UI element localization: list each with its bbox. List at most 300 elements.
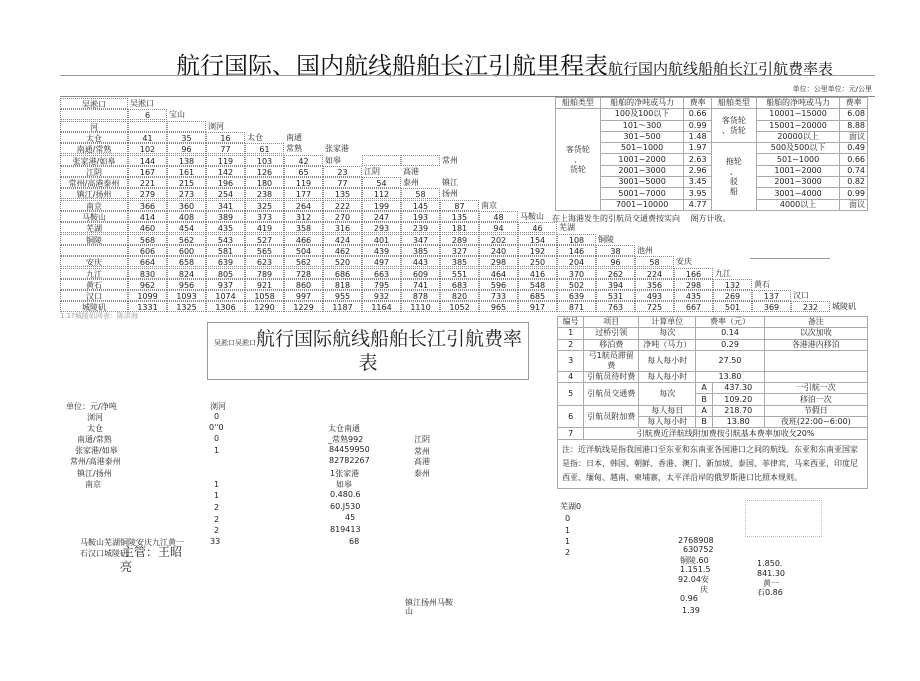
distance-cell: 41	[128, 132, 167, 143]
row-label: 马鞍山	[60, 211, 128, 222]
distance-cell: 435	[206, 222, 245, 233]
distance-cell: 581	[206, 245, 245, 256]
station-label: 镇江	[442, 178, 458, 188]
distance-cell: 65	[284, 166, 323, 177]
distance-cell: 565	[245, 245, 284, 256]
station-label: 安庆	[676, 257, 692, 267]
distance-cell: 548	[518, 279, 557, 290]
distance-cell: 192	[518, 245, 557, 256]
rate-cell: 3.95	[684, 188, 712, 199]
distance-cell: 145	[401, 200, 440, 211]
tonnage-cell: 2001~3000	[600, 165, 684, 176]
row-label: 安庆	[60, 256, 128, 267]
station-label: 江阴	[364, 166, 380, 176]
loose-text: 庆	[700, 585, 708, 594]
distance-cell: 312	[284, 211, 323, 222]
footer-credit: 1.1?城陵矶网表：陈洪海	[60, 312, 138, 320]
distance-cell: 180	[245, 177, 284, 188]
row-label: 江阴	[60, 166, 128, 177]
tonnage-cell: 301~500	[600, 131, 684, 142]
distance-cell: 562	[167, 234, 206, 245]
tonnage-cell: 5001~7000	[600, 188, 684, 199]
cell: 弓1航员滞留费	[584, 350, 639, 371]
loose-text: 1	[565, 526, 571, 535]
table-row	[558, 383, 868, 394]
distance-cell: 504	[284, 245, 323, 256]
distance-cell: 96	[596, 256, 635, 267]
distance-cell: 741	[401, 279, 440, 290]
header-cell: 费率	[840, 98, 868, 109]
cell: 每人每日	[639, 405, 696, 416]
distance-cell: 87	[440, 200, 479, 211]
distance-cell: 686	[323, 268, 362, 279]
distance-cell: 1052	[440, 301, 479, 312]
distance-cell: 42	[284, 155, 323, 166]
distance-cell: 77	[323, 177, 362, 188]
distance-cell: 298	[479, 256, 518, 267]
distance-cell: 177	[284, 188, 323, 199]
distance-cell: 341	[206, 200, 245, 211]
distance-cell: 119	[206, 155, 245, 166]
station-label: 浏河	[208, 121, 224, 131]
distance-cell: 805	[206, 268, 245, 279]
loose-text: 33	[210, 537, 221, 546]
ship-type-cell: 客货轮 、 货轮	[556, 109, 601, 211]
rate-cell: 面议	[840, 131, 868, 142]
cell: 引航员附加费	[584, 405, 639, 428]
tonnage-cell: 4000以上	[756, 199, 840, 210]
rate-cell: 面议	[840, 199, 868, 210]
distance-cell: 23	[323, 166, 362, 177]
distance-cell: 1331	[128, 301, 167, 312]
loose-text: 常州/高港泰州	[70, 457, 121, 466]
distance-cell: 462	[323, 245, 362, 256]
loose-text: 1.39	[682, 606, 700, 615]
table-row	[556, 109, 868, 120]
distance-cell: 1074	[206, 290, 245, 301]
loose-text: 主管：王昭	[122, 545, 183, 559]
loose-text: 镇江/扬州	[77, 469, 112, 478]
row-label: 张家港/如皋	[60, 155, 128, 166]
distance-cell: 663	[362, 268, 401, 279]
row-label: 芜湖	[60, 222, 128, 233]
station-label: 芜湖	[559, 223, 575, 233]
loose-text: 1.151.5	[680, 565, 711, 574]
row-label: 铜陵	[60, 234, 128, 245]
header-cell: 船舶的净吨或马力	[756, 98, 840, 109]
row-label: 吴淞口	[60, 98, 128, 109]
distance-cell: 1325	[167, 301, 206, 312]
rate-cell: 1.48	[684, 131, 712, 142]
loose-text: 芜湖0	[560, 502, 582, 511]
loose-text: 1	[214, 446, 220, 455]
header-no: 编号	[558, 317, 584, 328]
cell: A	[696, 405, 712, 416]
distance-cell: 135	[440, 211, 479, 222]
loose-text: 0	[214, 412, 220, 421]
cell: A	[696, 383, 712, 394]
distance-cell: 108	[557, 234, 596, 245]
distance-cell: 1058	[245, 290, 284, 301]
cell: 5	[558, 383, 584, 406]
distance-cell: 1229	[284, 301, 323, 312]
loose-text: 45	[345, 513, 356, 522]
loose-text: 2768908	[678, 536, 714, 545]
loose-text: 2	[214, 515, 220, 524]
cell: 6	[558, 405, 584, 428]
distance-cell: 932	[362, 290, 401, 301]
station-label: 黄石	[754, 279, 770, 289]
loose-text: 0.480.6	[330, 490, 361, 499]
distance-cell: 239	[401, 222, 440, 233]
station-label: 汉口	[793, 291, 809, 301]
distance-cell: 955	[323, 290, 362, 301]
distance-cell: 685	[518, 290, 557, 301]
header-rate: 费率（元）	[696, 317, 764, 328]
distance-cell: 254	[206, 188, 245, 199]
distance-cell: 112	[362, 188, 401, 199]
distance-cell: 818	[323, 279, 362, 290]
distance-cell: 222	[323, 200, 362, 211]
rate-cell: 2.63	[684, 154, 712, 165]
rate-cell: 0.66	[840, 154, 868, 165]
distance-cell: 126	[245, 166, 284, 177]
distance-cell: 419	[245, 222, 284, 233]
distance-cell: 273	[167, 188, 206, 199]
distance-cell: 414	[128, 211, 167, 222]
station-label: 扬州	[442, 189, 458, 199]
distance-cell: 789	[245, 268, 284, 279]
tonnage-cell: 1001~2000	[600, 154, 684, 165]
loose-text: 泰州	[414, 469, 430, 478]
distance-cell: 166	[674, 268, 713, 279]
distance-cell: 435	[674, 290, 713, 301]
table-note-row	[558, 439, 868, 488]
distance-cell: 623	[245, 256, 284, 267]
loose-text: 浏河	[210, 402, 226, 411]
table-header-row	[558, 317, 868, 328]
rate-cell: 2.96	[684, 165, 712, 176]
distance-cell: 860	[284, 279, 323, 290]
distance-cell: 1306	[206, 301, 245, 312]
table-note: 注：近洋航线是指我国港口至东亚和东南亚各国港口之间的航线。东亚和东南亚国家是指：日本，韩国、朝鲜、香港、澳门、新加坡、泰国、菲律宾，马来西亚，印度尼西亚、缅甸、越南、柬埔寨，太平洋沿岸的俄罗斯港口比照本规则。	[558, 439, 868, 488]
distance-cell: 1290	[245, 301, 284, 312]
distance-cell: 293	[362, 222, 401, 233]
loose-text: 60.J530	[330, 502, 361, 511]
distance-cell: 664	[128, 256, 167, 267]
loose-text: 2	[214, 526, 220, 535]
distance-cell: 38	[596, 245, 635, 256]
loose-text: 镇江扬州马鞍	[405, 598, 453, 607]
distance-cell: 460	[128, 222, 167, 233]
loose-text: 石0.86	[757, 588, 783, 597]
distance-cell: 562	[284, 256, 323, 267]
row-label	[60, 109, 128, 120]
distance-cell: 356	[635, 279, 674, 290]
tonnage-cell: 3001~4000	[756, 188, 840, 199]
distance-cell: 543	[206, 234, 245, 245]
station-label: 常熟	[286, 144, 302, 154]
tonnage-cell: 501~1000	[600, 143, 684, 154]
cell: 1	[558, 328, 584, 339]
intl-fee-title-box	[207, 322, 529, 380]
distance-cell: 132	[713, 279, 752, 290]
table-row	[558, 371, 868, 382]
station-label: 南通	[286, 132, 302, 142]
cell: 13.80	[696, 371, 764, 382]
distance-cell: 527	[245, 234, 284, 245]
distance-cell: 501	[713, 301, 752, 312]
distance-cell: 215	[167, 177, 206, 188]
distance-cell: 289	[440, 234, 479, 245]
distance-cell: 247	[362, 211, 401, 222]
distance-cell: 416	[518, 268, 557, 279]
divider	[60, 75, 875, 76]
row-label	[60, 245, 128, 256]
loose-text: 马鞍山芜湖铜陵安庆九江黄一	[80, 538, 184, 547]
distance-cell: 683	[440, 279, 479, 290]
cell: 437.30	[712, 383, 764, 394]
loose-text: 92.04安	[678, 575, 709, 584]
station-label: 城陵矶	[832, 302, 856, 312]
unit-label: 单位：公里单位：元/公里	[792, 85, 872, 93]
cell: 2	[558, 339, 584, 350]
loose-text: 1.850.	[757, 559, 783, 568]
row-label: 镇江/扬州	[60, 188, 128, 199]
cell: 一引航一次	[764, 383, 867, 394]
distance-cell: 96	[167, 143, 206, 154]
distance-cell: 240	[479, 245, 518, 256]
rate-cell: 1.97	[684, 143, 712, 154]
distance-cell: 6	[128, 109, 167, 120]
loose-text: 2	[214, 503, 220, 512]
distance-cell: 878	[401, 290, 440, 301]
distance-cell: 520	[323, 256, 362, 267]
box-title: 航行国际航线船舶长江引航费率表	[255, 328, 522, 374]
tonnage-cell: 1001~2000	[756, 165, 840, 176]
rate-cell: 6.08	[840, 109, 868, 120]
distance-cell: 167	[128, 166, 167, 177]
distance-cell: 795	[362, 279, 401, 290]
distance-cell: 232	[791, 301, 830, 312]
distance-cell: 138	[167, 155, 206, 166]
cell: 218.70	[712, 405, 764, 416]
station-label: 太仓	[247, 132, 263, 142]
header-cell: 船舶类型	[556, 98, 601, 109]
distance-cell: 262	[596, 268, 635, 279]
distance-cell: 360	[167, 200, 206, 211]
page-title: 航行国际、国内航线船舶长江引航里程表航行国内航线船舶长江引航费率表	[176, 52, 834, 80]
cell: 109.20	[712, 394, 764, 405]
distance-cell: 1099	[128, 290, 167, 301]
loose-text: 630752	[683, 545, 714, 554]
station-label: 铜陵	[598, 234, 614, 244]
tonnage-cell: 10001~15000	[756, 109, 840, 120]
distance-cell: 1164	[362, 301, 401, 312]
divider	[750, 258, 830, 259]
distance-cell: 956	[167, 279, 206, 290]
distance-cell: 58	[635, 256, 674, 267]
header-cell: 船舶类型	[711, 98, 756, 109]
cell: 各港港内移泊	[764, 339, 867, 350]
loose-text: 82782267	[329, 456, 370, 465]
table-row	[558, 405, 868, 416]
distance-cell: 94	[479, 222, 518, 233]
cell: 4	[558, 371, 584, 382]
row-label: 常州/高港泰州	[60, 177, 128, 188]
distance-cell: 264	[284, 200, 323, 211]
cell: 过桥引领	[584, 328, 639, 339]
station-label	[362, 155, 401, 166]
tonnage-cell: 100及100以下	[600, 109, 684, 120]
distance-cell: 46	[518, 222, 557, 233]
loose-text: 2	[565, 548, 571, 557]
loose-text: 南通/常熟	[77, 435, 112, 444]
cell: 每次	[639, 383, 696, 406]
loose-text: 0	[214, 434, 220, 443]
row-label: 汉口	[60, 290, 128, 301]
distance-cell: 238	[245, 188, 284, 199]
distance-cell: 142	[206, 166, 245, 177]
loose-text: 南京	[85, 480, 101, 489]
station-label: 九江	[715, 268, 731, 278]
distance-cell: 424	[323, 234, 362, 245]
rate-cell: 8.88	[840, 120, 868, 131]
cell: 每人每小时	[639, 371, 696, 382]
cell	[764, 371, 867, 382]
loose-text: 0	[565, 514, 571, 523]
table-row	[558, 350, 868, 371]
cell: 节假日	[764, 405, 867, 416]
cell: 夜班(22:00~6:00)	[764, 417, 867, 428]
rate-cell: 0.66	[684, 109, 712, 120]
loose-text: 亮	[120, 560, 133, 574]
distance-cell: 606	[128, 245, 167, 256]
loose-text: 太仓南通	[328, 424, 360, 433]
tonnage-cell: 500及500以下	[756, 143, 840, 154]
loose-text: 张家港/如皋	[75, 446, 118, 455]
distance-cell: 369	[752, 301, 791, 312]
loose-text: 1	[214, 491, 220, 500]
distance-cell: 824	[167, 268, 206, 279]
distance-cell: 725	[635, 301, 674, 312]
distance-cell: 202	[479, 234, 518, 245]
rate-cell: 0.99	[840, 188, 868, 199]
row-label: 太仓	[60, 132, 128, 143]
row-label: 城陵矶	[60, 301, 128, 312]
rate-cell: 0.74	[840, 165, 868, 176]
distance-cell: 58	[401, 188, 440, 199]
loose-text: 黄一	[763, 579, 779, 588]
distance-cell: 279	[128, 188, 167, 199]
cell: 0.14	[696, 328, 764, 339]
distance-cell: 609	[401, 268, 440, 279]
cell: 移泊费	[584, 339, 639, 350]
distance-cell: 54	[362, 177, 401, 188]
rate-cell: 0.49	[840, 143, 868, 154]
distance-cell: 763	[596, 301, 635, 312]
distance-cell: 389	[206, 211, 245, 222]
distance-cell: 439	[362, 245, 401, 256]
cell: 引航员待时费	[584, 371, 639, 382]
distance-cell: 667	[674, 301, 713, 312]
distance-cell: 871	[557, 301, 596, 312]
distance-cell: 366	[128, 200, 167, 211]
distance-cell: 408	[167, 211, 206, 222]
ship-type-cell: 拖轮 、 驳 船	[711, 143, 756, 211]
distance-cell: 35	[167, 132, 206, 143]
rate-cell: 0.99	[684, 120, 712, 131]
cell: B	[696, 394, 712, 405]
distance-cell: 373	[245, 211, 284, 222]
distance-cell: 443	[401, 256, 440, 267]
distance-cell: 997	[284, 290, 323, 301]
header-item: 项目	[584, 317, 639, 328]
shanghai-note: 在上海港发生的引航员交通费按实向 阁方计收。	[552, 214, 731, 223]
cell: 7	[558, 428, 584, 439]
loose-text: 68	[349, 537, 360, 546]
distance-cell: 250	[518, 256, 557, 267]
header-cell: 费率	[684, 98, 712, 109]
distance-cell: 154	[518, 234, 557, 245]
table-row	[556, 143, 868, 154]
distance-cell: 385	[401, 245, 440, 256]
station-label: 泰州	[403, 178, 419, 188]
ship-type-cell: 客货轮 、货轮	[711, 109, 756, 143]
station-label: 池州	[637, 245, 653, 255]
loose-text: 铜陵.60	[680, 556, 709, 565]
cell: 13.80	[712, 417, 764, 428]
loose-text: 1张家港	[330, 469, 360, 478]
distance-cell: 917	[518, 301, 557, 312]
distance-cell: 16	[206, 132, 245, 143]
distance-cell: 204	[557, 256, 596, 267]
distance-cell: 161	[167, 166, 206, 177]
distance-cell: 103	[245, 155, 284, 166]
loose-text: 0.96	[680, 594, 698, 603]
station-label	[128, 121, 167, 132]
station-label: 高港	[403, 166, 419, 176]
page-subtitle: 航行国内航线船舶长江引航费率表	[608, 60, 834, 78]
distance-cell: 1093	[167, 290, 206, 301]
distance-cell: 658	[167, 256, 206, 267]
header-unit: 计算单位	[639, 317, 696, 328]
distance-cell: 370	[557, 268, 596, 279]
distance-cell: 385	[440, 256, 479, 267]
distance-cell: 464	[479, 268, 518, 279]
station-label: 张家港	[325, 144, 349, 154]
empty-box	[745, 500, 822, 537]
station-label: 如皋	[325, 155, 341, 165]
fee-table-domestic	[555, 97, 868, 211]
distance-cell: 394	[596, 279, 635, 290]
row-label: 九江	[60, 268, 128, 279]
table-header-row	[556, 98, 868, 109]
distance-cell: 497	[362, 256, 401, 267]
distance-cell: 921	[245, 279, 284, 290]
loose-text: 如皋	[336, 480, 352, 489]
distance-cell: 568	[128, 234, 167, 245]
distance-cell: 144	[128, 155, 167, 166]
distance-cell: 347	[401, 234, 440, 245]
distance-cell: 48	[479, 211, 518, 222]
distance-cell: 224	[635, 268, 674, 279]
cell: 移泊一次	[764, 394, 867, 405]
cell: 引航员交通费	[584, 383, 639, 406]
tonnage-cell: 101～300	[600, 120, 684, 131]
row-label: 南通/常熟	[60, 143, 128, 154]
distance-cell: 551	[440, 268, 479, 279]
